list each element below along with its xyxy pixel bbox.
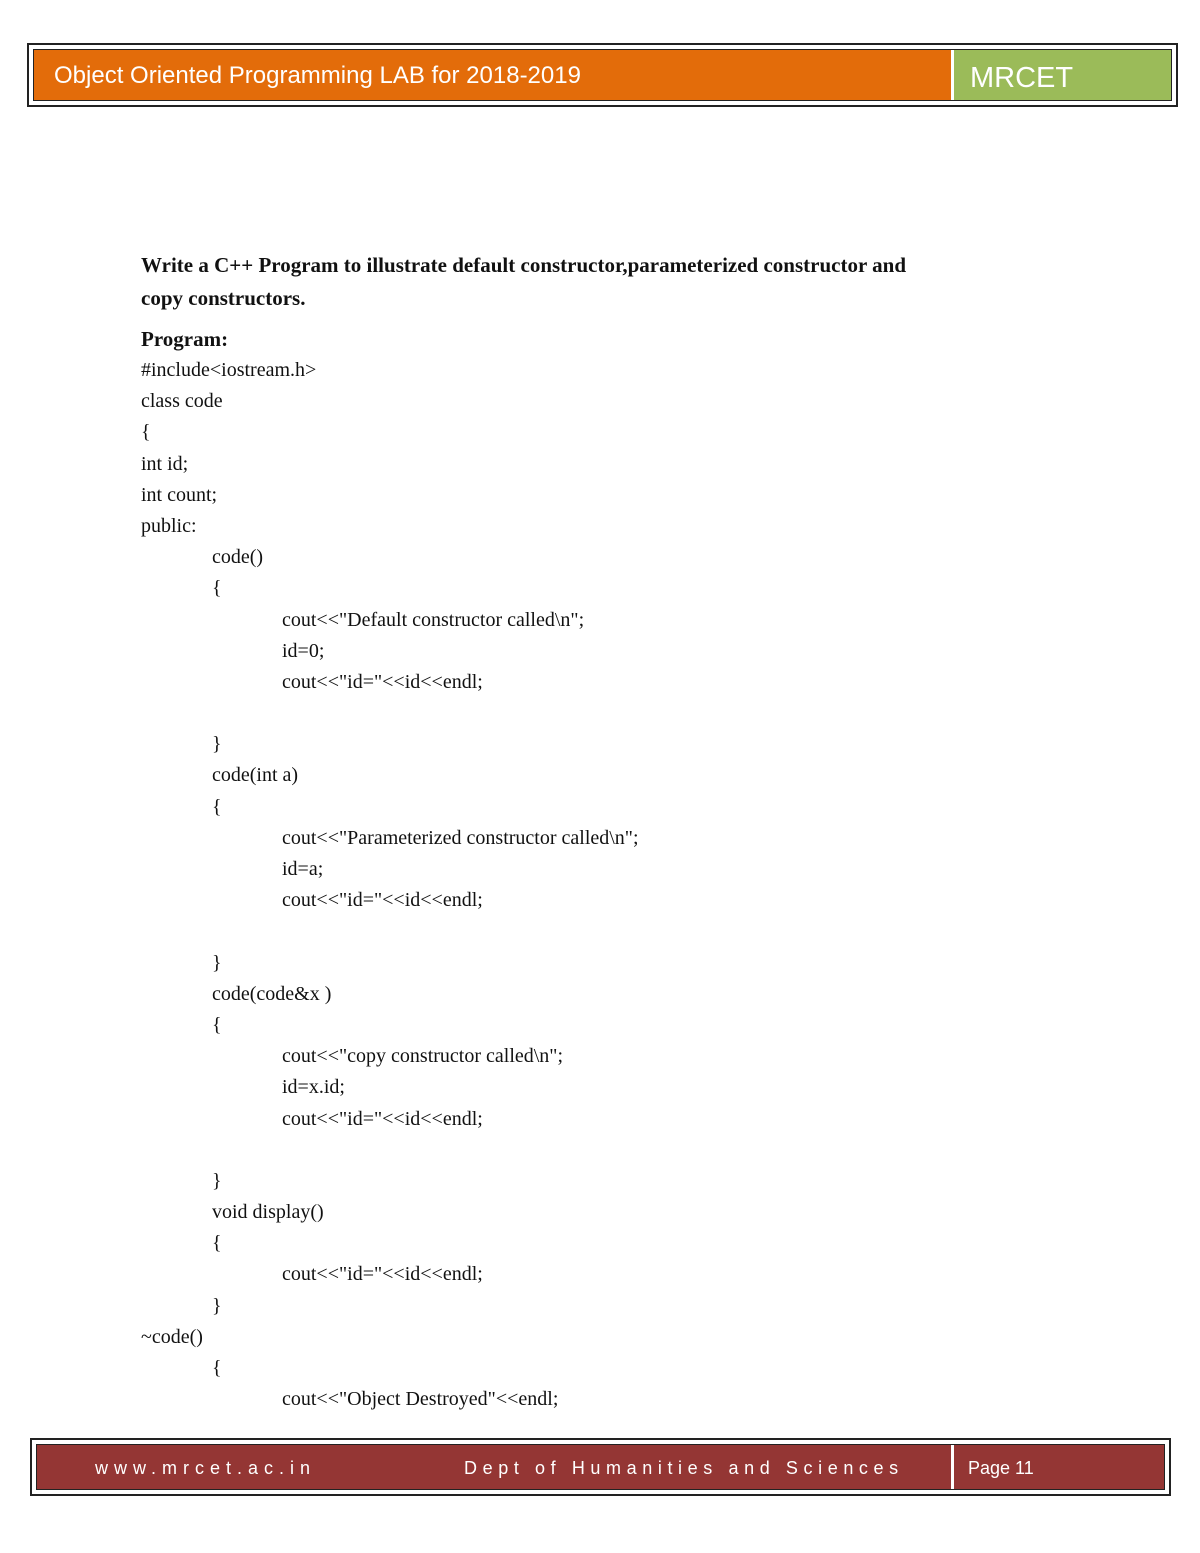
footer-department: Dept of Humanities and Sciences — [404, 1445, 954, 1489]
code-line — [141, 698, 1081, 729]
page-footer — [30, 1438, 1171, 1496]
code-line — [141, 1135, 1081, 1166]
code-line: cout<<"id="<<id<<endl; — [282, 670, 483, 693]
code-listing — [141, 355, 1081, 1415]
question-heading — [141, 249, 1081, 315]
code-line: cout<<"Object Destroyed"<<endl; — [282, 1388, 559, 1411]
code-line: { — [212, 795, 222, 818]
footer-band — [36, 1444, 1165, 1490]
code-line: public: — [141, 514, 197, 537]
code-line: cout<<"Parameterized constructor called\n"; — [282, 826, 639, 849]
code-line: id=a; — [282, 858, 324, 880]
code-line: } — [212, 1294, 222, 1317]
question-line-2: copy constructors. — [141, 286, 306, 310]
page-content — [141, 249, 1081, 1415]
code-line: #include<iostream.h> — [141, 359, 317, 381]
code-line: cout<<"Default constructor called\n"; — [282, 608, 585, 631]
page-header — [27, 43, 1178, 107]
code-line: code() — [212, 546, 264, 569]
footer-website: www.mrcet.ac.in — [95, 1458, 317, 1478]
code-line — [141, 916, 1081, 947]
code-line: cout<<"id="<<id<<endl; — [282, 889, 483, 912]
header-title: Object Oriented Programming LAB for 2018-2019 — [34, 50, 954, 100]
code-line: } — [212, 733, 222, 756]
question-line-1: Write a C++ Program to illustrate default constructor,parameterized constructor and — [141, 253, 907, 277]
code-line: { — [212, 577, 222, 600]
code-line: void display() — [212, 1201, 324, 1224]
code-line: code(code&x ) — [212, 982, 332, 1005]
code-line: ~code() — [141, 1325, 203, 1348]
code-line: int id; — [141, 452, 189, 475]
header-brand: MRCET — [954, 50, 1171, 100]
code-line: id=x.id; — [282, 1076, 345, 1099]
code-line: code(int a) — [212, 764, 299, 787]
code-line: cout<<"id="<<id<<endl; — [282, 1263, 483, 1286]
program-label: Program: — [141, 327, 229, 351]
code-line: { — [212, 1357, 222, 1379]
header-band — [33, 49, 1172, 101]
footer-page-number: Page 11 — [968, 1458, 1034, 1478]
code-line: } — [212, 951, 222, 974]
code-line: int count; — [141, 483, 218, 506]
code-line: class code — [141, 390, 223, 413]
code-line: id=0; — [282, 639, 325, 662]
code-line: cout<<"copy constructor called\n"; — [282, 1045, 564, 1068]
code-line: } — [212, 1169, 222, 1192]
code-line: { — [141, 421, 151, 444]
code-line: { — [212, 1013, 222, 1036]
code-line: { — [212, 1232, 222, 1255]
code-line: cout<<"id="<<id<<endl; — [282, 1107, 483, 1130]
